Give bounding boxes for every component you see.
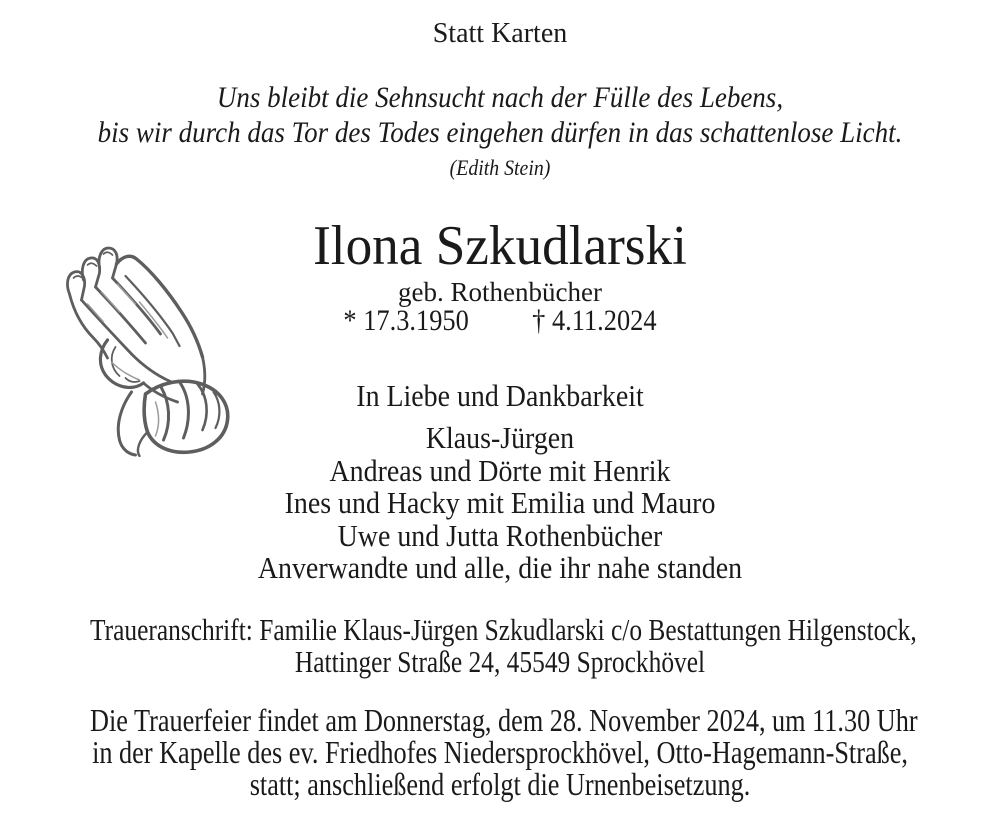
- mourner-line: Klaus-Jürgen: [425, 420, 575, 455]
- funeral-schedule-line-3: statt; anschließend erfolgt die Urnenbeisetzung.: [249, 766, 751, 802]
- quote-attribution: (Edith Stein): [449, 155, 551, 180]
- mourner-line: Anverwandte und alle, die ihr nahe standen: [257, 550, 743, 585]
- mourner-line: Uwe und Jutta Rothenbücher: [337, 518, 663, 553]
- life-dates-row: [60, 306, 940, 336]
- funeral-schedule-line-1: Die Trauerfeier findet am Donnerstag, dem 28. November 2024, um 11.30 Uhr: [90, 702, 918, 738]
- death-date: † 4.11.2024: [532, 304, 657, 337]
- mourner-line: Andreas und Dörte mit Henrik: [329, 453, 671, 488]
- condolence-address-line-2: Hattinger Straße 24, 45549 Sprockhövel: [294, 644, 706, 679]
- maiden-name: geb. Rothenbücher: [398, 277, 602, 307]
- memorial-quote-line-1: Uns bleibt die Sehnsucht nach der Fülle des Lebens,: [216, 81, 784, 114]
- tribute-heading: In Liebe und Dankbarkeit: [356, 378, 644, 413]
- statt-karten-label: Statt Karten: [432, 18, 568, 49]
- deceased-name: Ilona Szkudlarski: [313, 215, 687, 277]
- memorial-quote-line-2: bis wir durch das Tor des Todes eingehen dürfen in das schattenlose Licht.: [97, 116, 903, 149]
- condolence-address-line-1: Traueranschrift: Familie Klaus-Jürgen Szkudlarski c/o Bestattungen Hilgenstock,: [90, 612, 917, 647]
- funeral-schedule-line-2: in der Kapelle des ev. Friedhofes Niedersprockhövel, Otto-Hagemann-Straße,: [92, 734, 908, 770]
- mourner-line: Ines und Hacky mit Emilia und Mauro: [284, 485, 716, 520]
- birth-date: * 17.3.1950: [343, 304, 469, 337]
